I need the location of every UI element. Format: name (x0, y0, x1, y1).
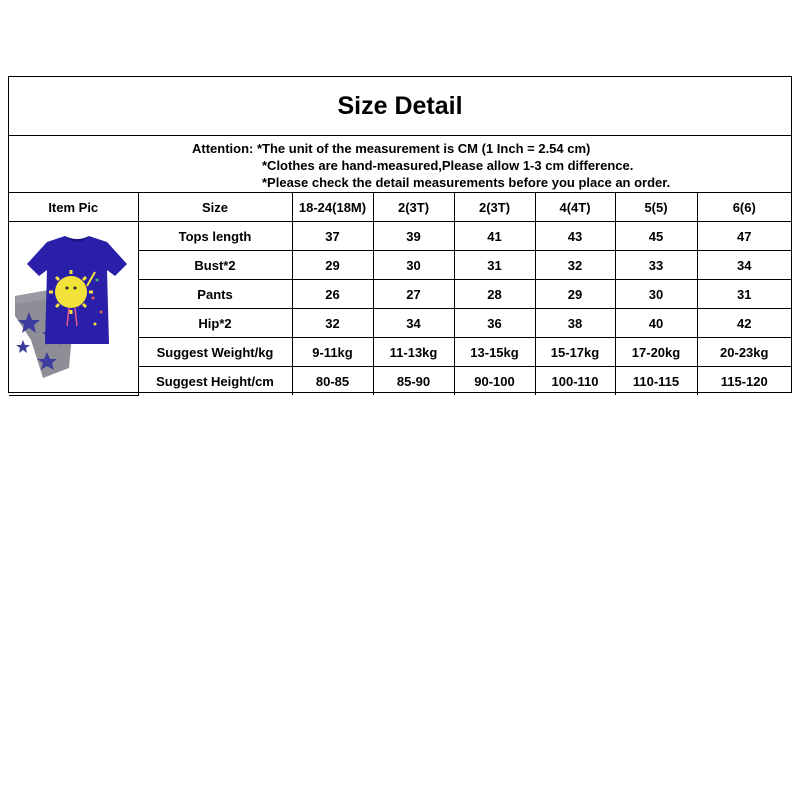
page-title: Size Detail (9, 77, 791, 136)
table-cell: 30 (373, 251, 454, 280)
table-cell: 110-115 (615, 367, 697, 396)
size-table (9, 193, 791, 396)
row-label: Tops length (138, 222, 292, 251)
table-cell: 30 (615, 280, 697, 309)
table-cell: 11-13kg (373, 338, 454, 367)
table-cell: 17-20kg (615, 338, 697, 367)
kids-outfit-icon (9, 228, 137, 388)
table-cell: 26 (292, 280, 373, 309)
item-pic-header: Item Pic (9, 193, 138, 222)
table-cell: 29 (535, 280, 615, 309)
size-column-header: 2(3T) (373, 193, 454, 222)
row-label: Pants (138, 280, 292, 309)
size-column-header: 4(4T) (535, 193, 615, 222)
table-cell: 29 (292, 251, 373, 280)
table-cell: 45 (615, 222, 697, 251)
table-cell: 42 (697, 309, 791, 338)
size-column-header: 6(6) (697, 193, 791, 222)
product-image (9, 228, 137, 388)
table-cell: 37 (292, 222, 373, 251)
table-cell: 20-23kg (697, 338, 791, 367)
size-column-header: 5(5) (615, 193, 697, 222)
table-cell: 115-120 (697, 367, 791, 396)
size-column-header: 18-24(18M) (292, 193, 373, 222)
attention-line-3: *Please check the detail measurements before you place an order. (262, 175, 671, 190)
row-label: Suggest Height/cm (138, 367, 292, 396)
table-cell: 40 (615, 309, 697, 338)
table-cell: 15-17kg (535, 338, 615, 367)
size-chart (8, 76, 792, 393)
table-cell: 9-11kg (292, 338, 373, 367)
table-cell: 41 (454, 222, 535, 251)
table-row (9, 222, 791, 251)
table-cell: 32 (292, 309, 373, 338)
table-cell: 27 (373, 280, 454, 309)
item-pic-cell (9, 222, 138, 396)
table-cell: 28 (454, 280, 535, 309)
table-cell: 47 (697, 222, 791, 251)
table-header-row (9, 193, 791, 222)
row-label: Hip*2 (138, 309, 292, 338)
table-cell: 34 (697, 251, 791, 280)
table-cell: 80-85 (292, 367, 373, 396)
size-column-header: 2(3T) (454, 193, 535, 222)
table-cell: 32 (535, 251, 615, 280)
table-cell: 43 (535, 222, 615, 251)
table-cell: 38 (535, 309, 615, 338)
table-cell: 33 (615, 251, 697, 280)
table-cell: 34 (373, 309, 454, 338)
row-label: Bust*2 (138, 251, 292, 280)
row-label: Suggest Weight/kg (138, 338, 292, 367)
attention-line-2: *Clothes are hand-measured,Please allow 1-3 cm difference. (262, 158, 634, 173)
table-cell: 100-110 (535, 367, 615, 396)
table-cell: 85-90 (373, 367, 454, 396)
attention-note (9, 136, 791, 193)
table-cell: 31 (454, 251, 535, 280)
table-cell: 13-15kg (454, 338, 535, 367)
table-cell: 31 (697, 280, 791, 309)
table-cell: 90-100 (454, 367, 535, 396)
size-header: Size (138, 193, 292, 222)
table-cell: 39 (373, 222, 454, 251)
table-cell: 36 (454, 309, 535, 338)
attention-line-1: Attention: *The unit of the measurement is CM (1 Inch = 2.54 cm) (192, 141, 591, 156)
